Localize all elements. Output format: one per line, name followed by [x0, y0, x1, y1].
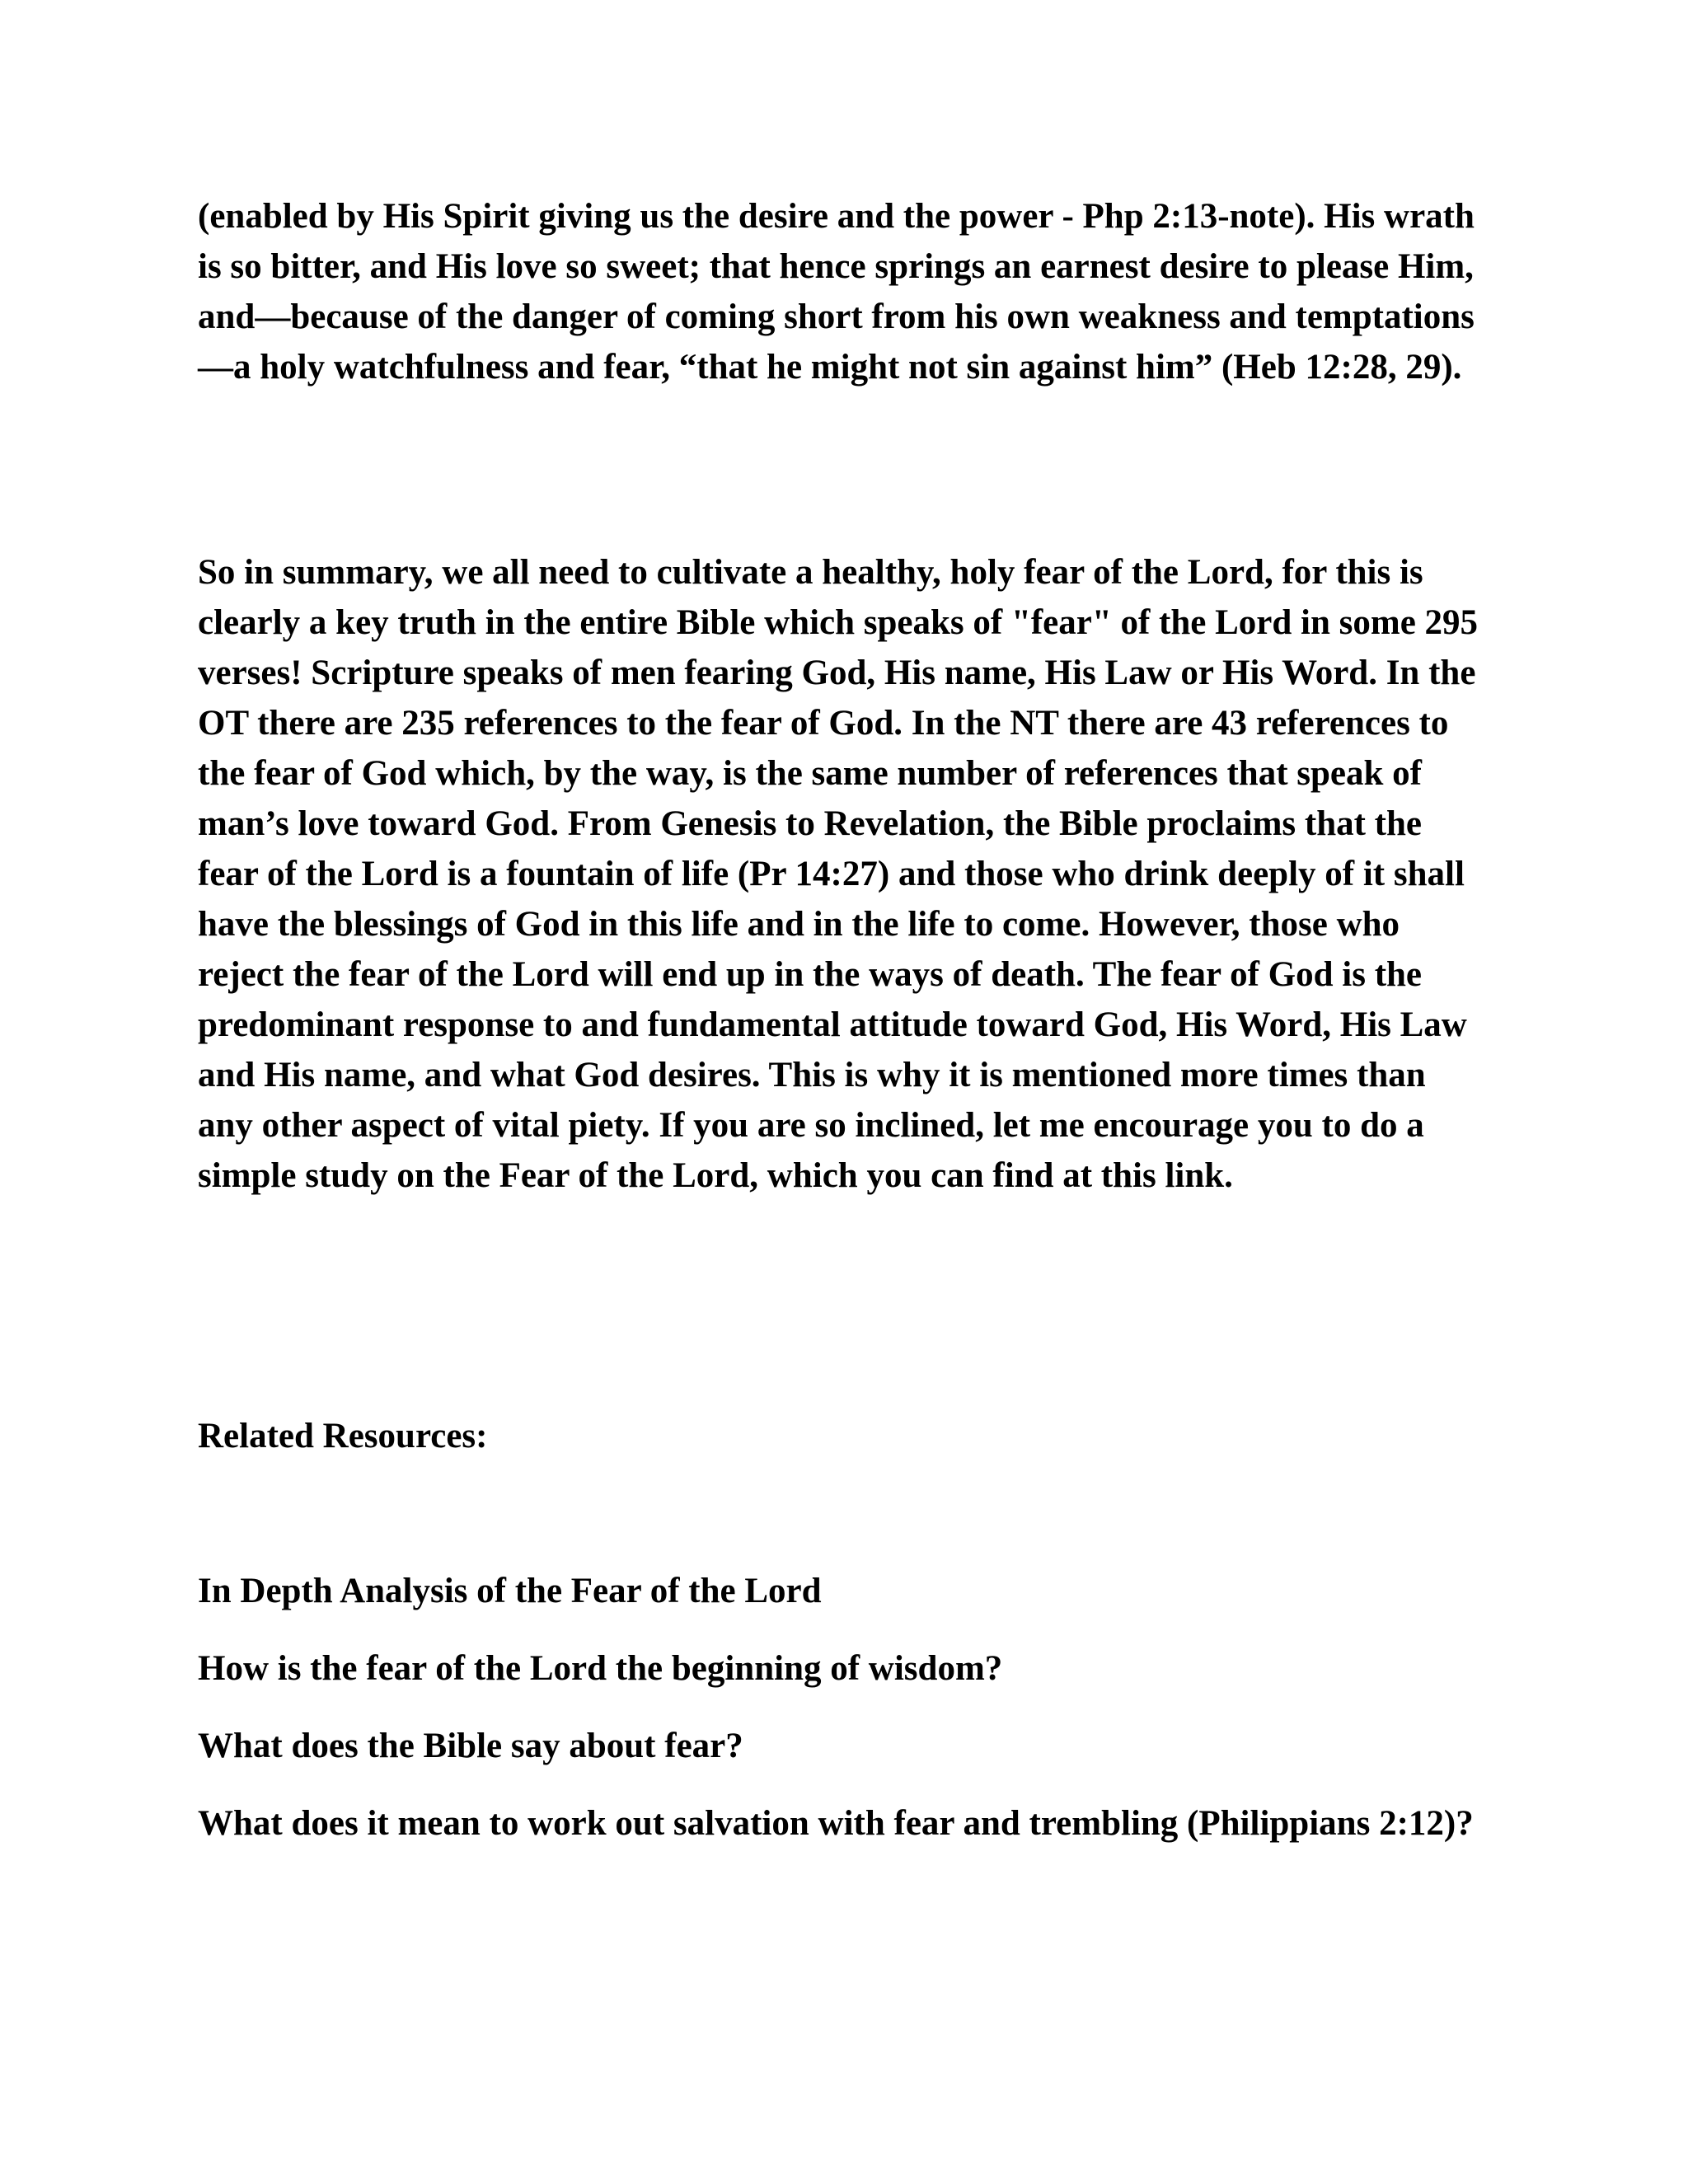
paragraph-summary: So in summary, we all need to cultivate a healthy, holy fear of the Lord, for this is clearly a key truth in the entire Bible which speaks of "fear" of the Lord in some 295 verses! Scripture speaks of men fearing God, His name, His Law or His Word. In the OT there are 235 references to the fear of God. In the NT there are 43 references to the fear of God which, by the way, is the same number of references that speak of man’s love toward God. From Genesis to Revelation, the Bible proclaims that the fear of the Lord is a fountain of life (Pr 14:27) and those who drink deeply of it shall have the blessings of God in this life and in the life to come. However, those who reject the fear of the Lord will end up in the ways of death. The fear of God is the predominant response to and fundamental attitude toward God, His Word, His Law and His name, and what God desires. This is why it is mentioned more times than any other aspect of vital piety. If you are so inclined, let me encourage you to do a simple study on the Fear of the Lord, which you can find at this link. — [198, 553, 1479, 1195]
related-resources-list — [198, 1566, 1484, 1876]
related-resource-item[interactable]: What does the Bible say about fear? — [198, 1727, 743, 1765]
related-resource-item[interactable]: In Depth Analysis of the Fear of the Lord — [198, 1572, 822, 1610]
related-resources-heading: Related Resources: — [198, 1417, 488, 1455]
paragraph-continuation: (enabled by His Spirit giving us the desire and the power - Php 2:13-note). His wrath is so bitter, and His love so sweet; that hence springs an earnest desire to please Him, and—because of the danger of coming short from his own weakness and temptations—a holy watchfulness and fear, “that he might not sin against him” (Heb 12:28, 29). — [198, 197, 1475, 387]
related-resource-item[interactable]: What does it mean to work out salvation with fear and trembling (Philippians 2:12)? — [198, 1804, 1474, 1843]
related-resource-item[interactable]: How is the fear of the Lord the beginning of wisdom? — [198, 1649, 1003, 1688]
